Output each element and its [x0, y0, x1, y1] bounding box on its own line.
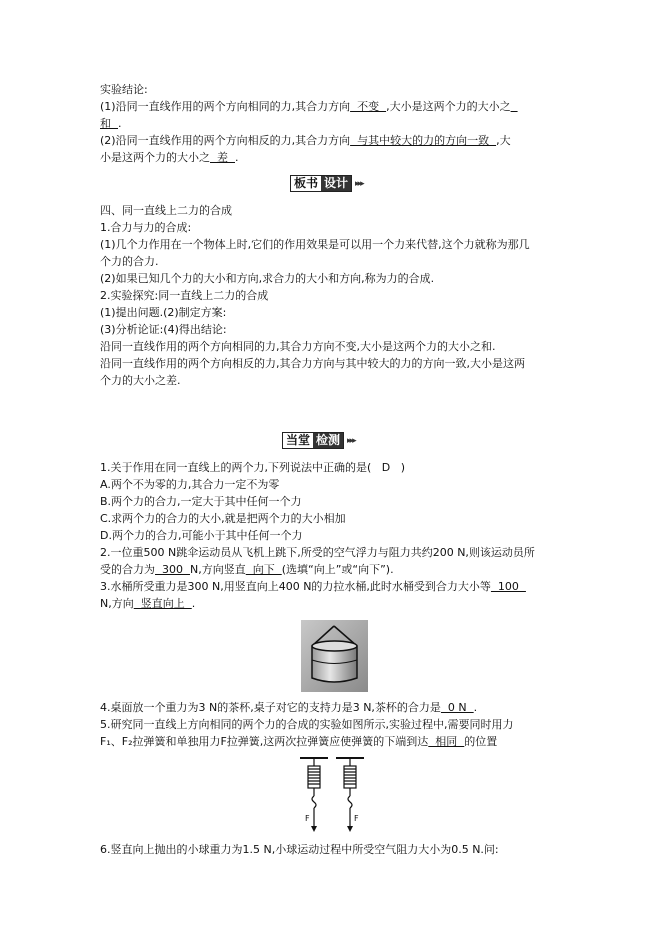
answer-blank: 不变: [350, 100, 387, 113]
banner-part2: 设计: [321, 176, 351, 191]
text-line: [100, 288, 268, 303]
answer-blank: 和: [100, 117, 118, 130]
text-line: [100, 133, 511, 148]
text-line: [100, 596, 195, 611]
spring-label-left: F: [305, 814, 310, 823]
text-segment: D.两个力的合力,可能小于其中任何一个力: [100, 529, 303, 542]
text-segment: (1)提出问题.(2)制定方案:: [100, 306, 227, 319]
spring-label-right: F: [354, 814, 359, 823]
text-segment: (1)沿同一直线作用的两个方向相同的力,其合力方向: [100, 100, 351, 113]
answer-blank: 0 N: [440, 701, 474, 714]
text-segment: 3.水桶所受重力是300 N,用竖直向上400 N的力拉水桶,此时水桶受到合力大小等: [100, 580, 491, 593]
text-segment: 个力的合力.: [100, 255, 159, 268]
text-line: [100, 99, 518, 114]
text-segment: N,方向竖直: [189, 563, 246, 576]
text-line: [100, 511, 346, 526]
text-line: [100, 494, 302, 509]
text-line: [100, 271, 434, 286]
text-segment: 的位置: [464, 735, 498, 748]
text-segment: .: [235, 151, 239, 164]
text-line: [100, 842, 499, 857]
banner-arrows-icon: ▸▸▸: [355, 178, 363, 189]
text-line: [100, 477, 279, 492]
text-segment: (2)沿同一直线作用的两个方向相反的力,其合力方向: [100, 134, 351, 147]
text-segment: ,大小是这两个力的大小之: [386, 100, 511, 113]
answer-blank: 与其中较大的力的方向一致: [350, 134, 497, 147]
text-line: [100, 237, 530, 252]
text-segment: (选填“向上”或“向下”).: [281, 563, 394, 576]
text-line: [100, 254, 159, 269]
text-line: [100, 734, 497, 749]
text-segment: C.求两个力的合力的大小,就是把两个力的大小相加: [100, 512, 346, 525]
banner-part1: 当堂: [283, 433, 313, 448]
text-segment: A.两个不为零的力,其合力一定不为零: [100, 478, 280, 491]
text-segment: 实验结论:: [100, 83, 148, 96]
answer-blank: 竖直向上: [133, 597, 192, 610]
answer-blank: [511, 100, 518, 113]
answer-blank: 300: [155, 563, 190, 576]
text-line: [100, 322, 227, 337]
text-line: [100, 150, 239, 165]
text-line: [100, 305, 226, 320]
text-segment: N,方向: [100, 597, 134, 610]
text-line: [100, 356, 525, 371]
text-line: [100, 579, 526, 594]
bucket-figure: [301, 620, 368, 692]
text-segment: 小是这两个力的大小之: [100, 151, 210, 164]
answer-blank: 100: [490, 580, 526, 593]
class-test-banner: [282, 432, 355, 449]
text-line: [100, 545, 535, 560]
text-segment: .: [473, 701, 478, 714]
text-segment: ,大: [496, 134, 511, 147]
text-segment: 1.合力与力的合成:: [100, 221, 192, 234]
text-segment: 沿同一直线作用的两个方向相反的力,其合力方向与其中较大的力的方向一致,大小是这两: [100, 357, 525, 370]
text-line: [100, 373, 181, 388]
text-segment: (3)分析论证:(4)得出结论:: [100, 323, 227, 336]
text-segment: 5.研究同一直线上方向相同的两个力的合成的实验如图所示,实验过程中,需要同时用力: [100, 718, 514, 731]
banner-part2: 检测: [313, 433, 343, 448]
text-line: [100, 528, 302, 543]
text-segment: 1.关于作用在同一直线上的两个力,下列说法中正确的是( D ): [100, 461, 406, 474]
text-segment: 受的合力为: [100, 563, 155, 576]
text-line: [100, 717, 514, 732]
text-segment: .: [118, 117, 122, 130]
text-line: [100, 116, 122, 131]
answer-blank: 向下: [245, 563, 282, 576]
text-line: [100, 203, 232, 218]
text-segment: 沿同一直线作用的两个方向相同的力,其合力方向不变,大小是这两个力的大小之和.: [100, 340, 496, 353]
text-line: [100, 220, 191, 235]
text-segment: 6.竖直向上抛出的小球重力为1.5 N,小球运动过程中所受空气阻力大小为0.5 N.问:: [100, 843, 499, 856]
answer-blank: 相同: [428, 735, 465, 748]
text-segment: 4.桌面放一个重力为3 N的茶杯,桌子对它的支持力是3 N,茶杯的合力是: [100, 701, 441, 714]
text-line: [100, 700, 477, 715]
text-line: [100, 339, 496, 354]
text-line: [100, 460, 405, 475]
text-segment: F₁、F₂拉弹簧和单独用力F拉弹簧,这两次拉弹簧应使弹簧的下端到达: [100, 735, 429, 748]
text-segment: 个力的大小之差.: [100, 374, 181, 387]
text-segment: 四、同一直线上二力的合成: [100, 204, 232, 217]
text-segment: 2.实验探究:同一直线上二力的合成: [100, 289, 269, 302]
answer-blank: 差: [210, 151, 235, 164]
banner-arrows-icon: ▸▸▸: [347, 435, 355, 446]
text-segment: (2)如果已知几个力的大小和方向,求合力的大小和方向,称为力的合成.: [100, 272, 435, 285]
banner-part1: 板书: [291, 176, 321, 191]
text-line: [100, 82, 148, 97]
text-line: [100, 562, 394, 577]
board-design-banner: [290, 175, 363, 192]
text-segment: B.两个力的合力,一定大于其中任何一个力: [100, 495, 302, 508]
text-segment: 2.一位重500 N跳伞运动员从飞机上跳下,所受的空气浮力与阻力共约200 N,则该运动员所: [100, 546, 535, 559]
text-segment: (1)几个力作用在一个物体上时,它们的作用效果是可以用一个力来代替,这个力就称为那几: [100, 238, 530, 251]
text-segment: .: [191, 597, 196, 610]
spring-figure: [298, 754, 368, 836]
